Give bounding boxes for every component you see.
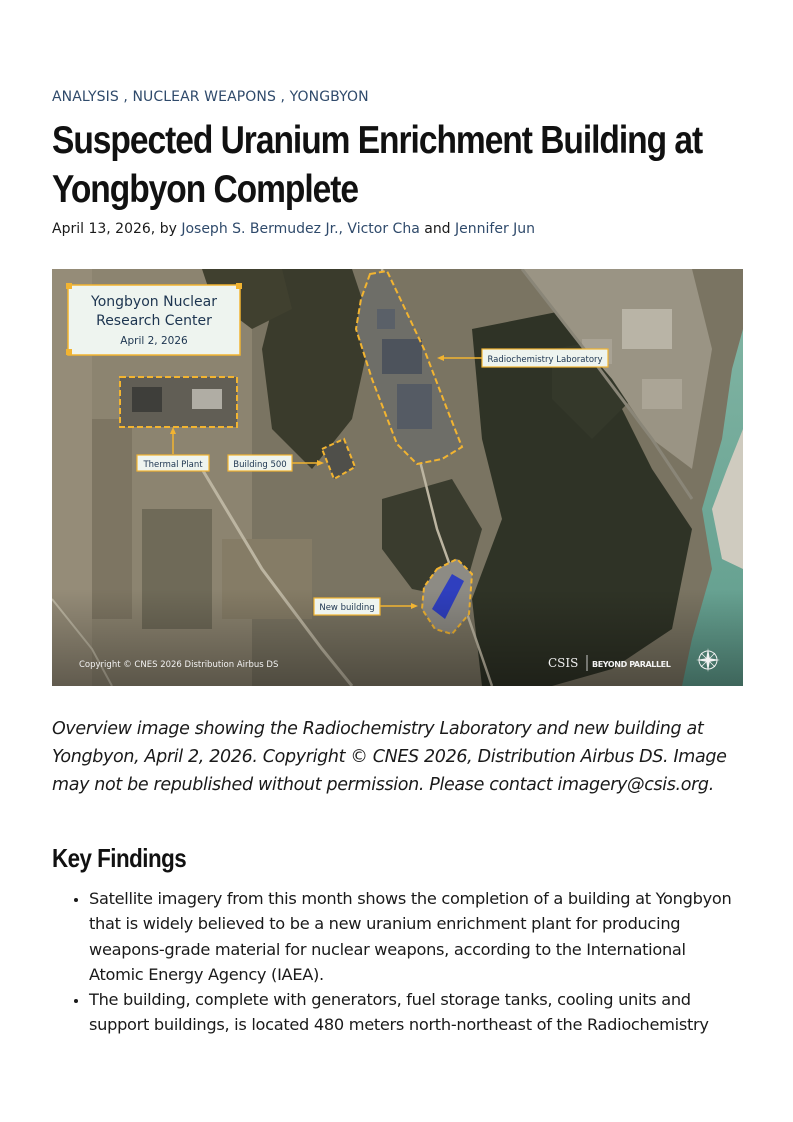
byline-by: by <box>159 221 177 237</box>
label-thermal-plant: Thermal Plant <box>143 460 203 470</box>
section-heading-key-findings: Key Findings <box>52 843 187 873</box>
map-date: April 2, 2026 <box>120 335 188 347</box>
beyond-parallel-logo: BEYOND PARALLEL <box>592 660 671 669</box>
article-title: Suspected Uranium Enrichment Building at Yongbyon Complete <box>52 119 703 211</box>
map-title-line1: Yongbyon Nuclear <box>91 294 217 310</box>
label-radiochemistry-laboratory: Radiochemistry Laboratory <box>487 355 603 365</box>
tag-nuclear-weapons[interactable]: NUCLEAR WEAPONS <box>132 89 276 105</box>
tag-yongbyon[interactable]: YONGBYON <box>289 89 369 105</box>
label-building-500: Building 500 <box>233 460 287 470</box>
map-title-line2: Research Center <box>96 313 212 329</box>
list-item: • The building, complete with generators, fuel storage tanks, cooling units and support buildings, is located 480 meters north-northeast of the Radiochemistry <box>89 987 744 1038</box>
byline-and: and <box>424 221 451 237</box>
tag-separator: , <box>118 89 133 105</box>
tag-separator: , <box>275 89 290 105</box>
list-item: • Satellite imagery from this month shows the completion of a building at Yongbyon that is widely believed to be a new uranium enrichment plant for producing weapons-grade material for nuclear weapons, according to the International Atomic Energy Agency (IAEA). <box>89 886 744 987</box>
map-title-box <box>66 283 242 355</box>
byline <box>52 221 535 237</box>
image-copyright: Copyright © CNES 2026 Distribution Airbus DS <box>79 660 279 670</box>
category-tags <box>52 89 369 105</box>
csis-logo: CSIS <box>548 656 579 670</box>
author-link-bermudez[interactable]: Joseph S. Bermudez Jr., <box>181 221 343 237</box>
satellite-image <box>52 269 743 686</box>
publish-date: April 13, 2026, <box>52 221 156 237</box>
label-new-building: New building <box>319 603 375 613</box>
author-link-cha[interactable]: Victor Cha <box>347 221 420 237</box>
key-findings-list <box>52 886 744 1038</box>
image-caption: Overview image showing the Radiochemistry Laboratory and new building at Yongbyon, April 2, 2026. Copyright © CNES 2026, Distribution Airbus DS. Image may not be republished without permission. Please contact imagery@csis.org. <box>52 718 727 795</box>
tag-analysis[interactable]: ANALYSIS <box>52 89 119 105</box>
author-link-jun[interactable]: Jennifer Jun <box>455 221 536 237</box>
